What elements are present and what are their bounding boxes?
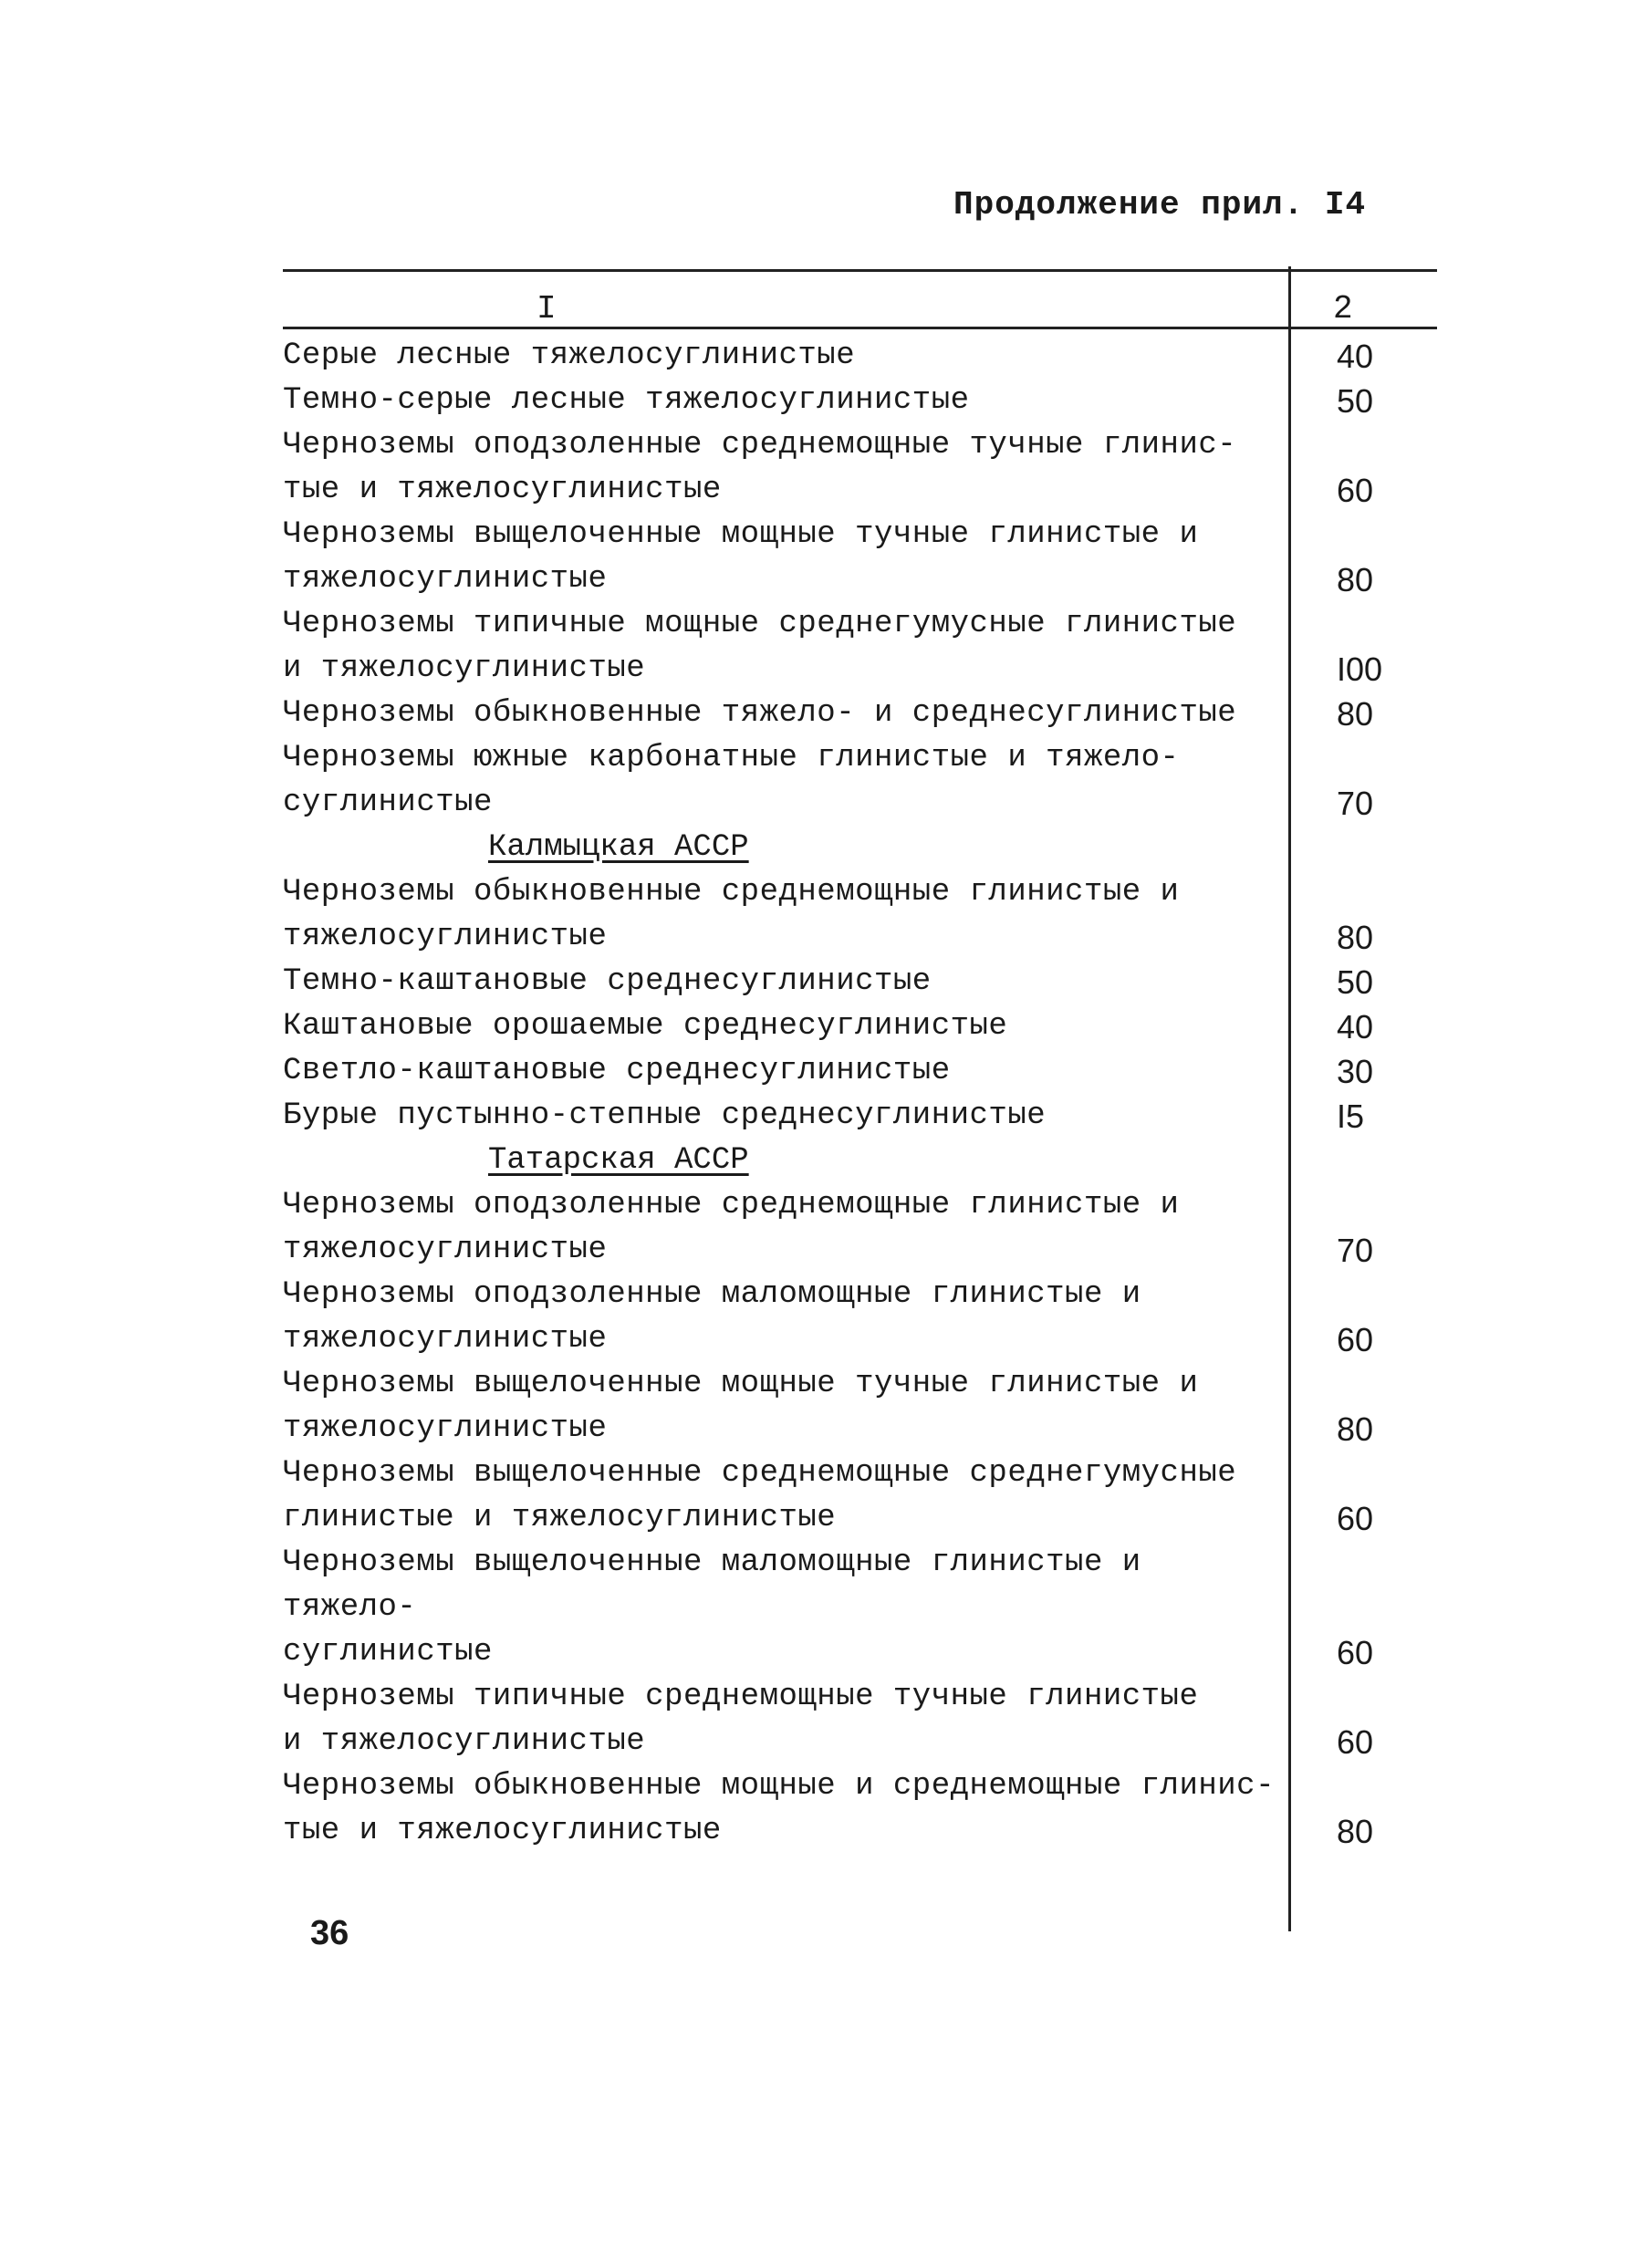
table-row [283,692,1437,736]
soil-name: Черноземы южные карбонатные глинистые и тяжело- суглинистые [283,741,1180,820]
table-row [283,1451,1437,1541]
soil-value: I00 [1337,650,1383,688]
table-header-rule [283,327,1437,329]
soil-value: 70 [1337,1232,1374,1269]
table-row [283,1049,1437,1094]
soil-name: Черноземы оподзоленные маломощные глинистые и тяжелосуглинистые [283,1277,1141,1357]
soil-value: 80 [1337,695,1374,733]
soil-value: 40 [1337,338,1374,375]
soil-name: Черноземы выщелоченные мощные тучные глинистые и тяжелосуглинистые [283,1367,1199,1446]
soil-name: Черноземы типичные мощные среднегумусные глинистые и тяжелосуглинистые [283,607,1237,686]
page-number: 36 [310,1914,349,1952]
soil-value: 60 [1337,472,1374,509]
soil-value: 60 [1337,1723,1374,1761]
region-heading-kalmyk: Калмыцкая АССР [488,830,749,865]
soil-name: Черноземы оподзоленные среднемощные глинистые и тяжелосуглинистые [283,1188,1180,1267]
soil-name: Серые лесные тяжелосуглинистые [283,338,856,373]
table-body [283,334,1437,1854]
table-row [283,736,1437,826]
soil-value: 60 [1337,1500,1374,1537]
table-row [283,1183,1437,1273]
soil-value: 50 [1337,382,1374,420]
table-top-rule [283,269,1437,272]
table-row [283,1094,1437,1139]
region-heading-tatar: Татарская АССР [488,1143,749,1178]
soil-value: 80 [1337,561,1374,598]
soil-name: Темно-каштановые среднесуглинистые [283,964,932,999]
table-row [283,870,1437,960]
page-header: Продолжение прил. I4 [953,186,1367,224]
table-row [283,1004,1437,1049]
table-row [283,1362,1437,1451]
table-row [283,423,1437,513]
table-row [283,1273,1437,1362]
soil-name: Черноземы обыкновенные тяжело- и среднесуглинистые [283,696,1237,731]
soil-value: 30 [1337,1053,1374,1090]
table-row [283,513,1437,602]
soil-value: 70 [1337,785,1374,822]
soil-value: 80 [1337,919,1374,956]
soil-name: Черноземы оподзоленные среднемощные тучные глинис- тые и тяжелосуглинистые [283,428,1237,507]
soil-value: 80 [1337,1410,1374,1448]
soil-name: Черноземы выщелоченные мощные тучные глинистые и тяжелосуглинистые [283,517,1199,597]
soil-name: Черноземы обыкновенные среднемощные глинистые и тяжелосуглинистые [283,875,1180,954]
table-row [283,1541,1437,1675]
soil-name: Светло-каштановые среднесуглинистые [283,1054,951,1088]
table-row [283,1764,1437,1854]
soil-name: Черноземы типичные среднемощные тучные глинистые и тяжелосуглинистые [283,1680,1199,1759]
soil-name: Бурые пустынно-степные среднесуглинистые [283,1098,1047,1133]
soil-value: 50 [1337,963,1374,1001]
soil-name: Черноземы обыкновенные мощные и среднемощные глинис- тые и тяжелосуглинистые [283,1769,1275,1848]
table-row [283,1675,1437,1764]
soil-value: I5 [1337,1098,1365,1135]
column-header-1: I [536,290,557,328]
table-row [283,379,1437,423]
soil-name: Темно-серые лесные тяжелосуглинистые [283,383,970,418]
soil-value: 60 [1337,1634,1374,1671]
soil-name: Каштановые орошаемые среднесуглинистые [283,1009,1008,1044]
soil-name: Черноземы выщелоченные среднемощные среднегумусные глинистые и тяжелосуглинистые [283,1456,1237,1535]
soil-value: 60 [1337,1321,1374,1358]
soil-name: Черноземы выщелоченные маломощные глинистые и тяжело- суглинистые [283,1545,1141,1670]
soil-value: 40 [1337,1008,1374,1046]
soil-value: 80 [1337,1813,1374,1850]
table-row [283,960,1437,1004]
column-header-2: 2 [1333,290,1353,328]
table-row [283,334,1437,379]
table-row [283,602,1437,692]
